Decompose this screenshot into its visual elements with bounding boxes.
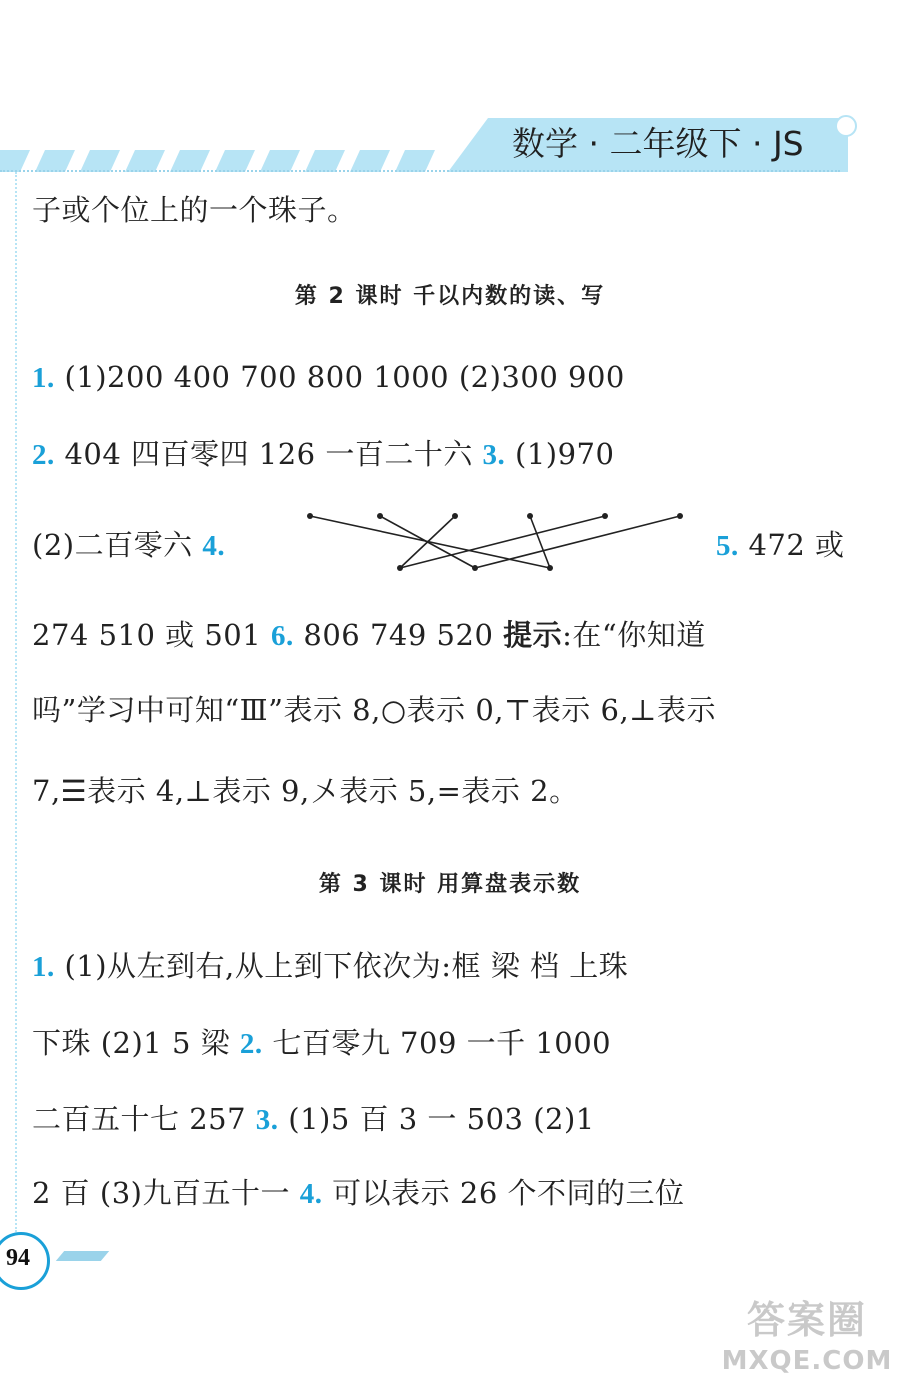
answer-text: 吗”学习中可知“Ⅲ”表示 8,○表示 0,⊤表示 6,⊥表示 — [32, 693, 716, 727]
answer-line-2 — [32, 434, 614, 475]
matching-diagram — [300, 506, 690, 586]
answer-text: :在“你知道 — [562, 618, 706, 652]
answer-line-5 — [32, 690, 716, 730]
watermark-logo — [716, 1296, 898, 1386]
match-dot — [452, 513, 458, 519]
watermark-url: MXQE.COM — [721, 1346, 893, 1376]
match-dot — [547, 565, 553, 571]
question-number: 4. — [202, 530, 226, 562]
text-line-0 — [32, 190, 357, 230]
match-dot — [677, 513, 683, 519]
question-number: 4. — [299, 1178, 323, 1210]
answer-text: 806 749 520 — [293, 618, 504, 652]
question-number: 2. — [239, 1028, 263, 1060]
question-number: 6. — [270, 620, 294, 652]
header-divider — [0, 170, 840, 172]
question-number: 1. — [32, 362, 55, 394]
page-number: 94 — [6, 1245, 30, 1271]
margin-line — [15, 172, 17, 1232]
answer-text: 2 百 (3)九百五十一 — [32, 1176, 300, 1210]
answer-line-4 — [32, 615, 706, 656]
answer-line-6 — [32, 771, 579, 811]
answer-text: 七百零九 709 一千 1000 — [262, 1026, 612, 1060]
question-number: 1. — [32, 951, 55, 983]
answer-line-3-right — [716, 525, 845, 566]
match-dot — [397, 565, 403, 571]
answer-line-9 — [32, 1099, 595, 1140]
answer-text: (1)970 — [505, 437, 615, 471]
match-line — [530, 516, 550, 568]
match-dot — [602, 513, 608, 519]
answer-text: (1)200 400 700 800 1000 (2)300 900 — [54, 360, 625, 394]
section-title-lesson-2: 第 2 课时 千以内数的读、写 — [294, 284, 606, 309]
answer-text: 404 四百零四 126 一百二十六 — [54, 437, 483, 471]
header-title: 数学 · 二年级下 · JS — [512, 124, 804, 163]
answer-text: (1)5 百 3 一 503 (2)1 — [278, 1102, 595, 1136]
answer-line-1 — [32, 357, 625, 398]
question-number: 3. — [255, 1104, 279, 1136]
hint-label: 提示 — [503, 618, 563, 652]
answer-text: 二百五十七 257 — [32, 1102, 256, 1136]
answer-line-3 — [32, 525, 225, 566]
section-title-lesson-3: 第 3 课时 用算盘表示数 — [318, 872, 582, 897]
answer-text: (1)从左到右,从上到下依次为:框 梁 档 上珠 — [54, 949, 629, 983]
watermark-text: 答案圈 — [746, 1298, 867, 1342]
match-dot — [527, 513, 533, 519]
match-dot — [472, 565, 478, 571]
question-number: 2. — [32, 439, 55, 471]
question-number: 3. — [482, 439, 506, 471]
answer-text: 472 或 — [738, 528, 845, 562]
answer-text: 7,☰表示 4,⊥表示 9,〤表示 5,=表示 2。 — [32, 774, 579, 808]
answer-text: 可以表示 26 个不同的三位 — [322, 1176, 685, 1210]
answer-text: (2)二百零六 — [32, 528, 203, 562]
footer-stripe — [56, 1251, 109, 1261]
match-dot — [307, 513, 313, 519]
match-dot — [377, 513, 383, 519]
question-number: 5. — [716, 530, 739, 562]
answer-line-7 — [32, 946, 628, 987]
answer-line-8 — [32, 1023, 611, 1064]
answer-line-10 — [32, 1173, 685, 1214]
answer-text: 274 510 或 501 — [32, 618, 271, 652]
answer-text: 下珠 (2)1 5 梁 — [32, 1026, 240, 1060]
line-text: 子或个位上的一个珠子。 — [32, 193, 357, 227]
